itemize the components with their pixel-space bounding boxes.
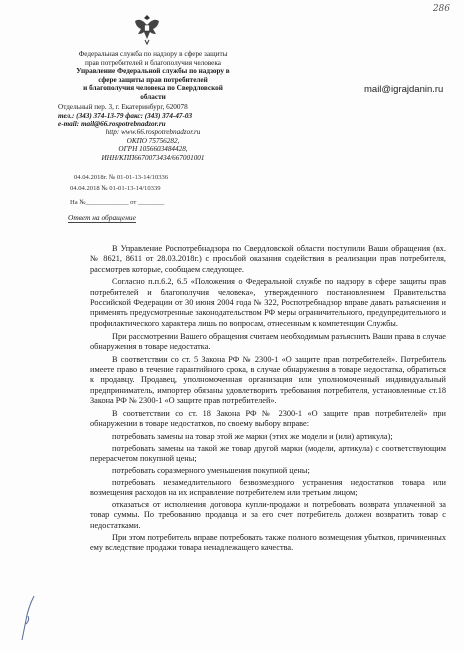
inn-kpp: ИНН/КПП6670073434/667001001 (101, 153, 205, 162)
agency-line: Федеральная служба по надзору в сфере защиты (78, 50, 228, 58)
department-line: и благополучия человека по Свердловской (83, 84, 223, 93)
agency-header (48, 50, 258, 102)
phone-fax: тел.: (343) 374-13-79 факс: (343) 374-47-03 (58, 111, 193, 120)
paragraph: В Управление Роспотребнадзора по Свердловской области поступили Ваши обращения (вх. № 8621, 8611 от 28.03.2018г.) с просьбой оказания содействия в реализации прав потребителя, рассмотрев которые, сообщаем следующее. (90, 244, 446, 274)
paragraph: Согласно п.п.6.2, 6.5 «Положения о Федеральной службе по надзору в сфере защиты прав потребителей и благополучия человека», утвержденного постановлением Правительства Российской Федерации от 30 июня 2004 года № 322, Роспотребнадзор вправе давать разъяснения и применять предусмотренные законодательством РФ меры ограничительного, предупредительного и профилактического характера лишь по вопросам, отнесенным к компетенции Службы. (90, 277, 446, 328)
paragraph: При этом потребитель вправе потребовать также полного возмещения убытков, причиненных ему вследствие продажи товара ненадлежащего качества. (90, 532, 446, 552)
ogrn: ОГРН 1056603484428, (118, 145, 188, 154)
recipient-email: mail@igrajdanin.ru (364, 84, 444, 95)
list-item: потребовать незамедлительного безвозмездного устранения недостатков товара или возмещения расходов на их исправление потребителем или третьим лицом; (90, 477, 446, 498)
letter-body (90, 244, 446, 556)
outgoing-reference (74, 172, 168, 183)
reply-subject: Ответ на обращение (68, 213, 136, 222)
paragraph: В соответствии со ст. 18 Закона РФ № 2300-1 «О защите прав потребителей» при обнаружении в товаре недостатков, по своему выбору вправе: (90, 408, 446, 429)
agency-line: прав потребителей и благополучия человека (85, 58, 221, 67)
registration-block (48, 128, 258, 162)
okpo: ОКПО 75756282, (126, 136, 180, 145)
list-item: потребовать замены на такой же товар другой марки (модели, артикула) с соответствующим перерасчетом покупной цены; (90, 443, 446, 464)
contact-block (58, 103, 192, 129)
reference-number: 04.04.2018 № 01-01-13-14/10339 (70, 185, 161, 192)
handwritten-page-number: 286 (432, 4, 450, 14)
incoming-reference: На №_____________ от ________ (70, 199, 165, 206)
department-line: Управление Федеральной службы по надзору в (76, 67, 230, 76)
reference-number: 04.04.2018г. № 01-01-13-14/10336 (74, 174, 169, 181)
website: http: www.66.rospotrebnadzor.ru (105, 128, 201, 136)
email-address: e-mail: mail@66.rospotrebnadzor.ru (58, 120, 166, 129)
list-item: потребовать замены на товар этой же марки (этих же модели и (или) артикула); (112, 432, 393, 442)
department-line: области (140, 92, 166, 101)
list-item: отказаться от исполнения договора купли-продажи и потребовать возврата уплаченной за товар суммы. По требованию продавца и за его счет потребитель должен возвратить товар с недостатками. (90, 500, 446, 530)
address: Отдельный пер. 3, г. Екатеринбург, 620078 (58, 103, 188, 111)
signature-mark-icon (18, 594, 40, 644)
paragraph: При рассмотрении Вашего обращения считаем необходимым разъяснить Ваши права в случае обнаружения в товаре недостатка. (90, 331, 446, 351)
list-item: потребовать соразмерного уменьшения покупной цены; (112, 466, 310, 476)
department-line: сфере защиты прав потребителей (98, 75, 208, 84)
coat-of-arms-icon (132, 12, 162, 46)
paragraph: В соответствии со ст. 5 Закона РФ № 2300-1 «О защите прав потребителей». Потребитель имеете право в течение гарантийного срока, в случае обнаружения в товаре недостатка, обратиться к продавцу. Продавец, уполномоченная организация или уполномоченный индивидуальный предприниматель, импортер обязаны удовлетворить требования потребителя, установленные ст.18 Закона РФ № 2300-1 «О защите прав потребителей». (90, 354, 446, 405)
reference-block (70, 184, 164, 208)
